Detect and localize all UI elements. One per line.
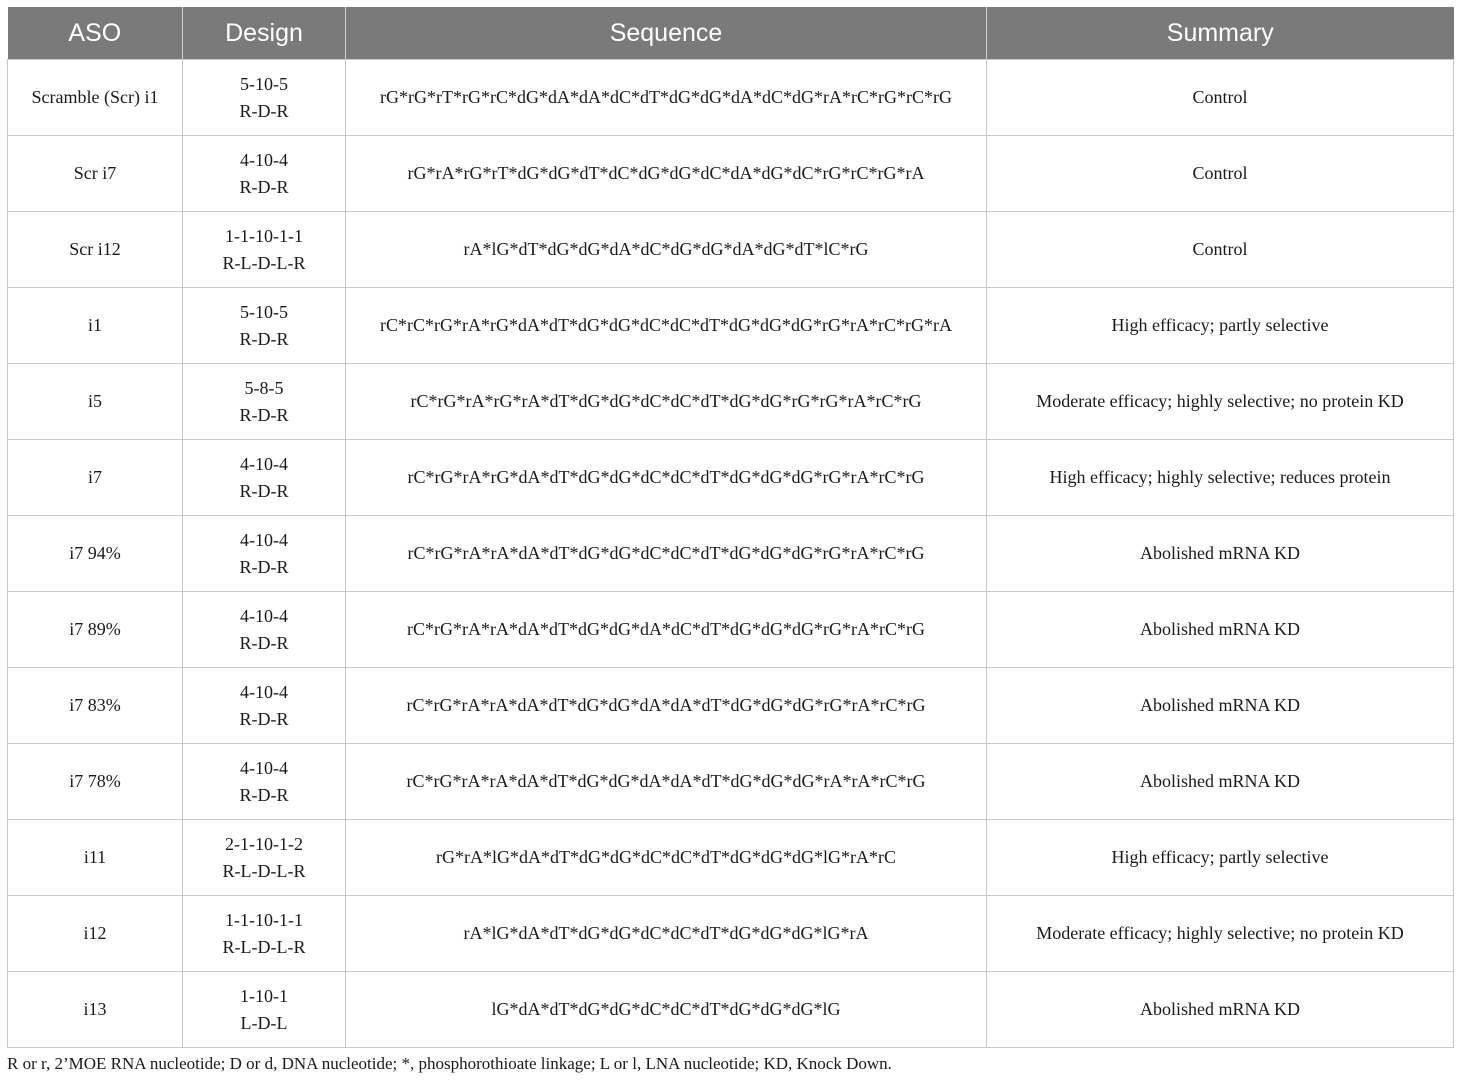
- cell-sequence: rA*lG*dA*dT*dG*dG*dC*dC*dT*dG*dG*dG*lG*rA: [346, 896, 987, 972]
- table-row: [8, 668, 1454, 744]
- design-pattern: 5-10-5: [240, 301, 288, 322]
- cell-sequence: rC*rG*rA*rA*dA*dT*dG*dG*dC*dC*dT*dG*dG*dG*rG*rA*rC*rG: [346, 516, 987, 592]
- cell-design: [183, 516, 346, 592]
- cell-design: [183, 668, 346, 744]
- table-row: [8, 136, 1454, 212]
- design-pattern: 1-1-10-1-1: [225, 225, 303, 246]
- cell-sequence: lG*dA*dT*dG*dG*dC*dC*dT*dG*dG*dG*lG: [346, 972, 987, 1048]
- cell-summary: High efficacy; partly selective: [987, 288, 1454, 364]
- design-pattern: 4-10-4: [240, 453, 288, 474]
- cell-design: [183, 60, 346, 136]
- table-row: [8, 592, 1454, 668]
- table-row: [8, 440, 1454, 516]
- design-chemistry: R-D-R: [239, 784, 289, 805]
- table-row: [8, 744, 1454, 820]
- header-design: Design: [183, 7, 346, 60]
- cell-sequence: rC*rG*rA*rG*dA*dT*dG*dG*dC*dC*dT*dG*dG*dG*rG*rA*rC*rG: [346, 440, 987, 516]
- design-pattern: 1-10-1: [240, 985, 288, 1006]
- cell-summary: Abolished mRNA KD: [987, 516, 1454, 592]
- cell-aso: i7 83%: [8, 668, 183, 744]
- cell-sequence: rC*rC*rG*rA*rG*dA*dT*dG*dG*dC*dC*dT*dG*dG*dG*rG*rA*rC*rG*rA: [346, 288, 987, 364]
- cell-aso: Scramble (Scr) i1: [8, 60, 183, 136]
- cell-sequence: rG*rA*lG*dA*dT*dG*dG*dC*dC*dT*dG*dG*dG*lG*rA*rC: [346, 820, 987, 896]
- cell-sequence: rG*rG*rT*rG*rC*dG*dA*dA*dC*dT*dG*dG*dA*dC*dG*rA*rC*rG*rC*rG: [346, 60, 987, 136]
- cell-summary: Control: [987, 212, 1454, 288]
- cell-aso: i11: [8, 820, 183, 896]
- design-pattern: 1-1-10-1-1: [225, 909, 303, 930]
- cell-summary: Control: [987, 60, 1454, 136]
- table-row: [8, 972, 1454, 1048]
- header-summary: Summary: [987, 7, 1454, 60]
- design-pattern: 4-10-4: [240, 681, 288, 702]
- table-row: [8, 60, 1454, 136]
- cell-summary: Moderate efficacy; highly selective; no protein KD: [987, 364, 1454, 440]
- table-row: [8, 896, 1454, 972]
- cell-aso: i5: [8, 364, 183, 440]
- cell-summary: High efficacy; partly selective: [987, 820, 1454, 896]
- table-row: [8, 288, 1454, 364]
- cell-design: [183, 820, 346, 896]
- design-pattern: 4-10-4: [240, 605, 288, 626]
- table-footnote: R or r, 2’MOE RNA nucleotide; D or d, DNA nucleotide; *, phosphorothioate linkage; L or l, LNA nucleotide; KD, Knock Down.: [7, 1054, 892, 1073]
- table-row: [8, 364, 1454, 440]
- cell-design: [183, 136, 346, 212]
- cell-design: [183, 212, 346, 288]
- table-header: [8, 7, 1454, 60]
- design-pattern: 4-10-4: [240, 149, 288, 170]
- header-sequence: Sequence: [346, 7, 987, 60]
- cell-aso: Scr i12: [8, 212, 183, 288]
- cell-summary: Control: [987, 136, 1454, 212]
- design-chemistry: R-D-R: [239, 100, 289, 121]
- table-row: [8, 820, 1454, 896]
- cell-sequence: rA*lG*dT*dG*dG*dA*dC*dG*dG*dA*dG*dT*lC*rG: [346, 212, 987, 288]
- cell-summary: Abolished mRNA KD: [987, 744, 1454, 820]
- design-chemistry: R-D-R: [239, 480, 289, 501]
- cell-design: [183, 592, 346, 668]
- cell-aso: i7 89%: [8, 592, 183, 668]
- table-body: [8, 60, 1454, 1048]
- cell-aso: i7: [8, 440, 183, 516]
- design-chemistry: R-L-D-L-R: [222, 860, 306, 881]
- design-pattern: 5-10-5: [240, 73, 288, 94]
- cell-aso: Scr i7: [8, 136, 183, 212]
- cell-sequence: rG*rA*rG*rT*dG*dG*dT*dC*dG*dG*dC*dA*dG*dC*rG*rC*rG*rA: [346, 136, 987, 212]
- table-row: [8, 212, 1454, 288]
- design-pattern: 2-1-10-1-2: [225, 833, 303, 854]
- cell-aso: i7 94%: [8, 516, 183, 592]
- design-chemistry: R-D-R: [239, 404, 289, 425]
- design-chemistry: R-D-R: [239, 556, 289, 577]
- cell-aso: i13: [8, 972, 183, 1048]
- design-pattern: 5-8-5: [244, 377, 284, 398]
- header-row: [8, 7, 1454, 60]
- design-chemistry: R-L-D-L-R: [222, 252, 306, 273]
- design-chemistry: L-D-L: [240, 1012, 288, 1033]
- cell-summary: Abolished mRNA KD: [987, 592, 1454, 668]
- table-row: [8, 516, 1454, 592]
- cell-sequence: rC*rG*rA*rG*rA*dT*dG*dG*dC*dC*dT*dG*dG*rG*rG*rA*rC*rG: [346, 364, 987, 440]
- cell-design: [183, 972, 346, 1048]
- design-chemistry: R-D-R: [239, 632, 289, 653]
- cell-aso: i1: [8, 288, 183, 364]
- cell-aso: i12: [8, 896, 183, 972]
- cell-design: [183, 364, 346, 440]
- cell-sequence: rC*rG*rA*rA*dA*dT*dG*dG*dA*dA*dT*dG*dG*dG*rG*rA*rC*rG: [346, 668, 987, 744]
- cell-aso: i7 78%: [8, 744, 183, 820]
- design-pattern: 4-10-4: [240, 529, 288, 550]
- design-chemistry: R-L-D-L-R: [222, 936, 306, 957]
- cell-summary: High efficacy; highly selective; reduces protein: [987, 440, 1454, 516]
- cell-design: [183, 288, 346, 364]
- cell-summary: Abolished mRNA KD: [987, 972, 1454, 1048]
- cell-sequence: rC*rG*rA*rA*dA*dT*dG*dG*dA*dA*dT*dG*dG*dG*rA*rA*rC*rG: [346, 744, 987, 820]
- design-pattern: 4-10-4: [240, 757, 288, 778]
- design-chemistry: R-D-R: [239, 176, 289, 197]
- cell-design: [183, 440, 346, 516]
- header-aso: ASO: [8, 7, 183, 60]
- aso-table: [7, 7, 1454, 1048]
- cell-summary: Abolished mRNA KD: [987, 668, 1454, 744]
- cell-sequence: rC*rG*rA*rA*dA*dT*dG*dG*dA*dC*dT*dG*dG*dG*rG*rA*rC*rG: [346, 592, 987, 668]
- cell-design: [183, 896, 346, 972]
- cell-summary: Moderate efficacy; highly selective; no protein KD: [987, 896, 1454, 972]
- aso-table-container: [7, 7, 1453, 1048]
- cell-design: [183, 744, 346, 820]
- design-chemistry: R-D-R: [239, 328, 289, 349]
- design-chemistry: R-D-R: [239, 708, 289, 729]
